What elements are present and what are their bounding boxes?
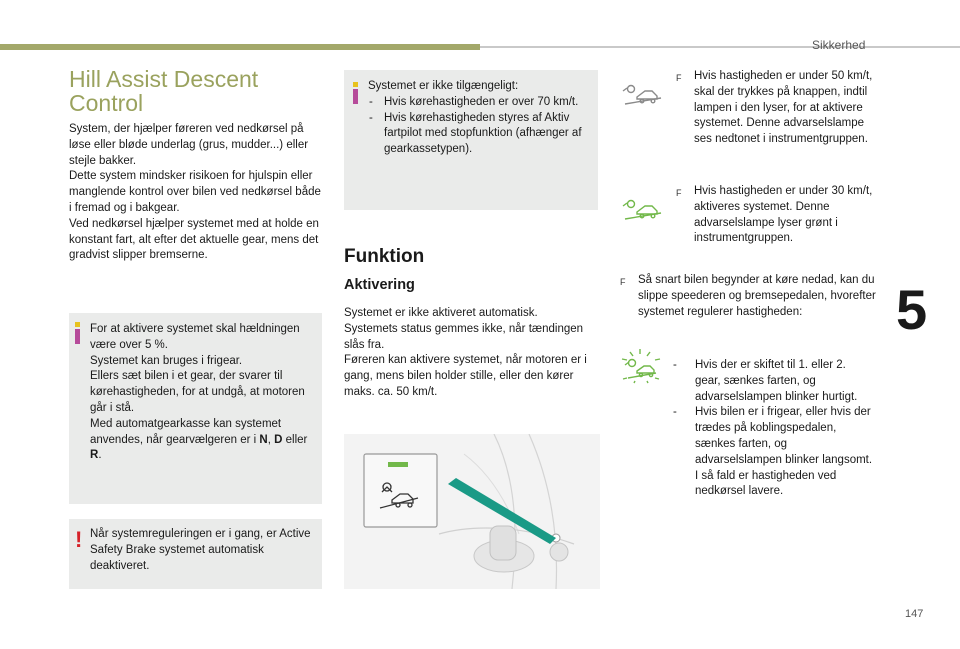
header-accent-bar: [0, 44, 480, 50]
bullet-text: Hvis hastigheden er under 50 km/t, skal der trykkes på knappen, indtil lampen i den lyser, for at aktivere systemet. Denne advarselslampe ses nedtonet i instrumentgruppen.: [694, 70, 873, 146]
hill-descent-car-icon: [621, 197, 663, 221]
info-period: .: [98, 449, 102, 462]
info-auto-text: Med automatgearkasse kan systemet anvendes, når gearvælgeren er i: [90, 417, 282, 446]
list-item: - Hvis der er skiftet til 1. eller 2. gear, sænkes farten, og advarselslampen blinker hurtigt.: [673, 358, 873, 405]
info-line: Systemet kan bruges i frigear.: [90, 354, 243, 367]
info-or: eller: [282, 433, 308, 446]
intro-paragraph: Dette system mindsker risikoen for hjulspin eller manglende kontrol over bilen ved nedkørsel både i fremad og i bakgear.: [69, 170, 321, 214]
warning-box: [69, 519, 322, 589]
aktivering-paragraph: Føreren kan aktivere systemet, når motoren er i gang, mens bilen holder stille, eller den kører maks. ca. 50 km/t.: [344, 354, 587, 398]
aktivering-paragraph: Systemets status gemmes ikke, når tændingen slås fra.: [344, 322, 584, 351]
bullet-text: Så snart bilen begynder at køre nedad, kan du slippe speederen og bremsepedalen, hvorefter systemet regulerer hastigheden:: [638, 274, 876, 318]
gear-r: R: [90, 449, 99, 462]
page-title: [69, 67, 319, 115]
gear-d: D: [274, 433, 283, 446]
aktivering-paragraph: Systemet er ikke aktiveret automatisk.: [344, 307, 538, 319]
info-box-not-available: [344, 70, 598, 210]
aktivering-text: [344, 306, 600, 401]
bullet-marker: F: [620, 277, 626, 287]
list-item: - Hvis kørehastigheden er over 70 km/t.: [368, 95, 596, 111]
subheading-aktivering: Aktivering: [344, 277, 415, 293]
warning-text: Når systemreguleringen er i gang, er Active Safety Brake systemet automatisk deaktiveret.: [90, 528, 311, 572]
info-comma: ,: [267, 433, 275, 446]
hill-descent-car-icon: [621, 82, 663, 106]
info-line-automatic: [90, 417, 318, 464]
list-item: - Hvis bilen er i frigear, eller hvis der trædes på koblingspedalen, sænkes farten, og advarselslampen blinker langsomt. I så fald er hastigheden ved nedkørsel lavere.: [673, 405, 873, 500]
hill-descent-blinking-icon: [620, 347, 662, 385]
unavailable-list: [368, 95, 596, 158]
center-console-drawing: [344, 434, 600, 589]
bullet-marker: F: [676, 73, 682, 83]
regulation-dash-list: [673, 358, 873, 500]
intro-text: [69, 122, 321, 264]
intro-paragraph: Ved nedkørsel hjælper systemet med at holde en konstant fart, alt efter det aktuelle gear, mens det gradvist slipper bremserne.: [69, 217, 319, 262]
header-rule: [480, 46, 960, 48]
warning-exclamation-icon: !: [75, 527, 83, 552]
info-line: Ellers sæt bilen i et gear, der svarer til kørehastigheden, for at undgå, at motoren går i stå.: [90, 370, 305, 414]
info-icon: [75, 322, 89, 344]
page-title-line-1: Hill Assist Descent: [69, 66, 259, 92]
info-line: For at aktivere systemet skal hældningen være over 5 %.: [90, 323, 300, 351]
info-heading: Systemet er ikke tilgængeligt:: [368, 80, 519, 92]
bullet-marker: F: [676, 188, 682, 198]
info-box-activation-conditions: [69, 313, 322, 504]
intro-paragraph: System, der hjælper føreren ved nedkørsel på løse eller bløde underlag (grus, mudder...) eller stejle bakker.: [69, 123, 309, 167]
info-icon: [353, 82, 367, 104]
info-box-text: [368, 79, 596, 158]
bullet-text: Hvis hastigheden er under 30 km/t, aktiveres systemet. Denne advarselslampe lyser grønt i instrumentgruppen.: [694, 185, 873, 245]
center-console-illustration: [344, 434, 600, 589]
gear-n: N: [259, 433, 268, 446]
page-title-line-2: Control: [69, 90, 144, 116]
section-name: Sikkerhed: [812, 38, 866, 52]
section-heading-funktion: Funktion: [344, 246, 425, 267]
page-number: 147: [905, 608, 924, 620]
info-box-text: [90, 322, 318, 464]
chapter-number: 5: [896, 278, 928, 341]
list-item: - Hvis kørehastigheden styres af Aktiv fartpilot med stopfunktion (afhænger af gearkassetypen).: [368, 111, 596, 158]
